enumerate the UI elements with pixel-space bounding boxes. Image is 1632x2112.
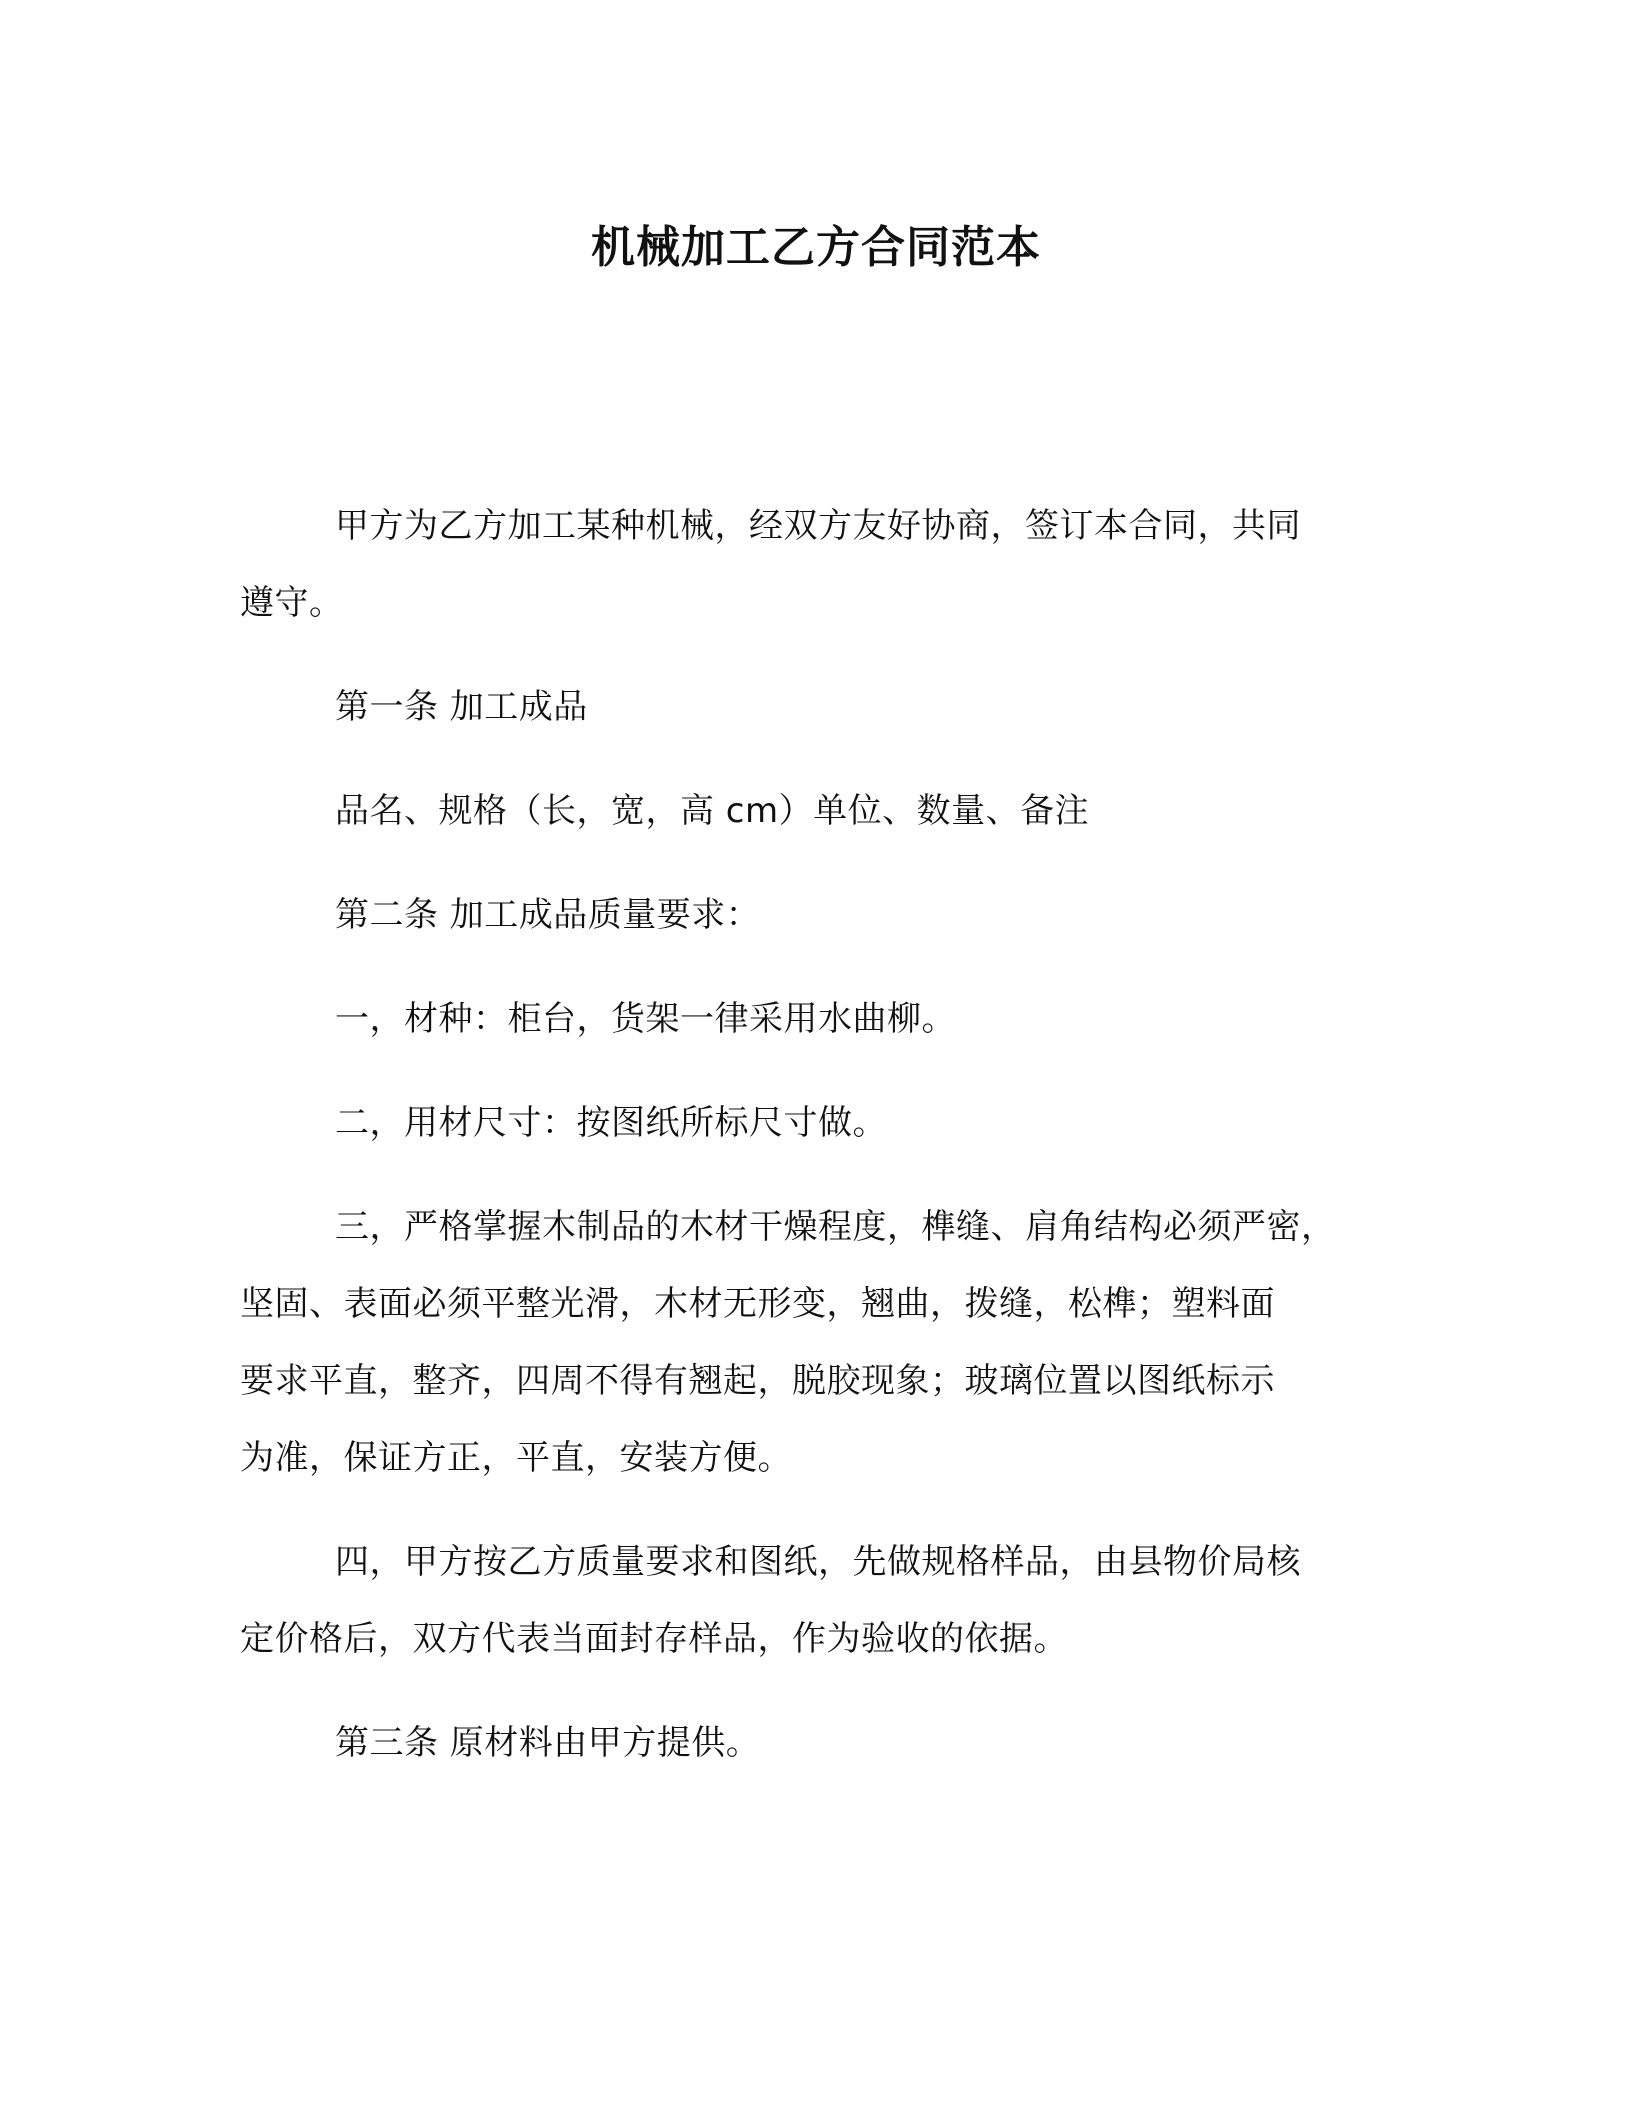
text-line: 甲方为乙方加工某种机械，经双方友好协商，签订本合同，共同 <box>335 506 1301 546</box>
paragraph-intro <box>240 488 1390 642</box>
paragraph-article-3-heading <box>240 1705 1390 1782</box>
text-line: 遵守。 <box>240 583 344 623</box>
paragraph-item-2 <box>240 1085 1390 1162</box>
document-title: 机械加工乙方合同范本 <box>591 222 1041 273</box>
text-line: 第二条 加工成品质量要求： <box>335 895 761 935</box>
text-line: 一，材种：柜台，货架一律采用水曲柳。 <box>335 999 956 1039</box>
paragraph-product-fields <box>240 773 1390 850</box>
text-line: 三，严格掌握木制品的木材干燥程度，榫缝、肩角结构必须严密， <box>335 1207 1336 1247</box>
text-line: 第一条 加工成品 <box>335 687 588 727</box>
text-line: 坚固、表面必须平整光滑，木材无形变，翘曲，拨缝，松榫；塑料面 <box>240 1284 1275 1324</box>
paragraph-article-1-heading <box>240 669 1390 746</box>
paragraph-item-3 <box>240 1189 1390 1497</box>
text-line: 要求平直，整齐，四周不得有翘起，脱胶现象；玻璃位置以图纸标示 <box>240 1361 1275 1401</box>
paragraph-item-4 <box>240 1524 1390 1678</box>
paragraph-item-1 <box>240 981 1390 1058</box>
text-line: 品名、规格（长，宽，高 cm）单位、数量、备注 <box>335 791 1090 831</box>
text-line: 四，甲方按乙方质量要求和图纸，先做规格样品，由县物价局核 <box>335 1542 1301 1582</box>
text-line: 二，用材尺寸：按图纸所标尺寸做。 <box>335 1103 887 1143</box>
text-line: 第三条 原材料由甲方提供。 <box>335 1723 761 1763</box>
document-body <box>240 488 1390 1809</box>
text-line: 定价格后，双方代表当面封存样品，作为验收的依据。 <box>240 1619 1068 1659</box>
text-line: 为准，保证方正，平直，安装方便。 <box>240 1438 792 1478</box>
paragraph-article-2-heading <box>240 877 1390 954</box>
